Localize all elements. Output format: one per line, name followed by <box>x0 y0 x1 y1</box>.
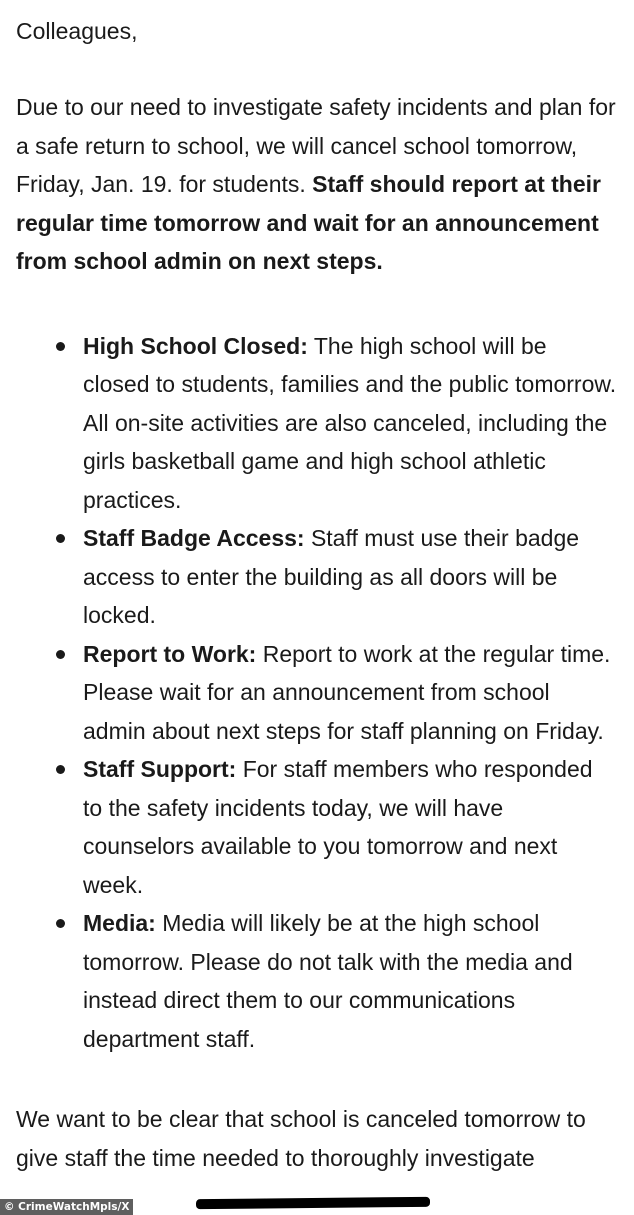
bullet-text: Staff must use their badge access to enter the building as all doors will be locked. <box>83 525 580 628</box>
list-item <box>16 519 622 635</box>
intro-text: Due to our need to investigate safety incidents and plan for a safe return to school, we will cancel school tomorrow, Friday, Jan. 19. for students. <box>16 94 616 197</box>
intro-bold-text: Staff should report at their regular time tomorrow and wait for an announcement from school admin on next steps. <box>16 171 601 274</box>
watermark: © CrimeWatchMpls/X <box>0 1199 133 1215</box>
bullet-label: High School Closed: <box>83 332 308 359</box>
bullet-text: The high school will be closed to students, families and the public tomorrow. All on-site activities are also canceled, including the girls basketball game and high school athletic practices. <box>83 332 617 513</box>
bullet-icon <box>56 342 65 351</box>
list-item <box>16 635 622 751</box>
greeting: Colleagues, <box>16 18 138 44</box>
email-body <box>16 12 622 1177</box>
bullet-label: Report to Work: <box>83 640 257 667</box>
list-item <box>16 904 622 1058</box>
bullet-label: Staff Support: <box>83 756 237 782</box>
bullet-icon <box>56 765 65 774</box>
redaction-mark <box>196 1197 430 1209</box>
bullet-list <box>16 327 622 1059</box>
bullet-text: Report to work at the regular time. Please wait for an announcement from school admin about next steps for staff planning on Friday. <box>83 640 611 744</box>
bullet-text: Media will likely be at the high school tomorrow. Please do not talk with the media and instead direct them to our communications department staff. <box>83 910 573 1052</box>
bullet-text: For staff members who responded to the safety incidents today, we will have counselors available to you tomorrow and next week. <box>83 756 593 898</box>
intro-paragraph <box>16 88 622 281</box>
closing-paragraph: We want to be clear that school is canceled tomorrow to give staff the time needed to thoroughly investigate <box>16 1106 586 1171</box>
bullet-icon <box>56 919 65 928</box>
list-item <box>16 327 622 520</box>
bullet-label: Staff Badge Access: <box>83 525 305 551</box>
bullet-label: Media: <box>83 910 156 936</box>
list-item <box>16 750 622 904</box>
bullet-icon <box>56 650 65 659</box>
bullet-icon <box>56 534 65 543</box>
